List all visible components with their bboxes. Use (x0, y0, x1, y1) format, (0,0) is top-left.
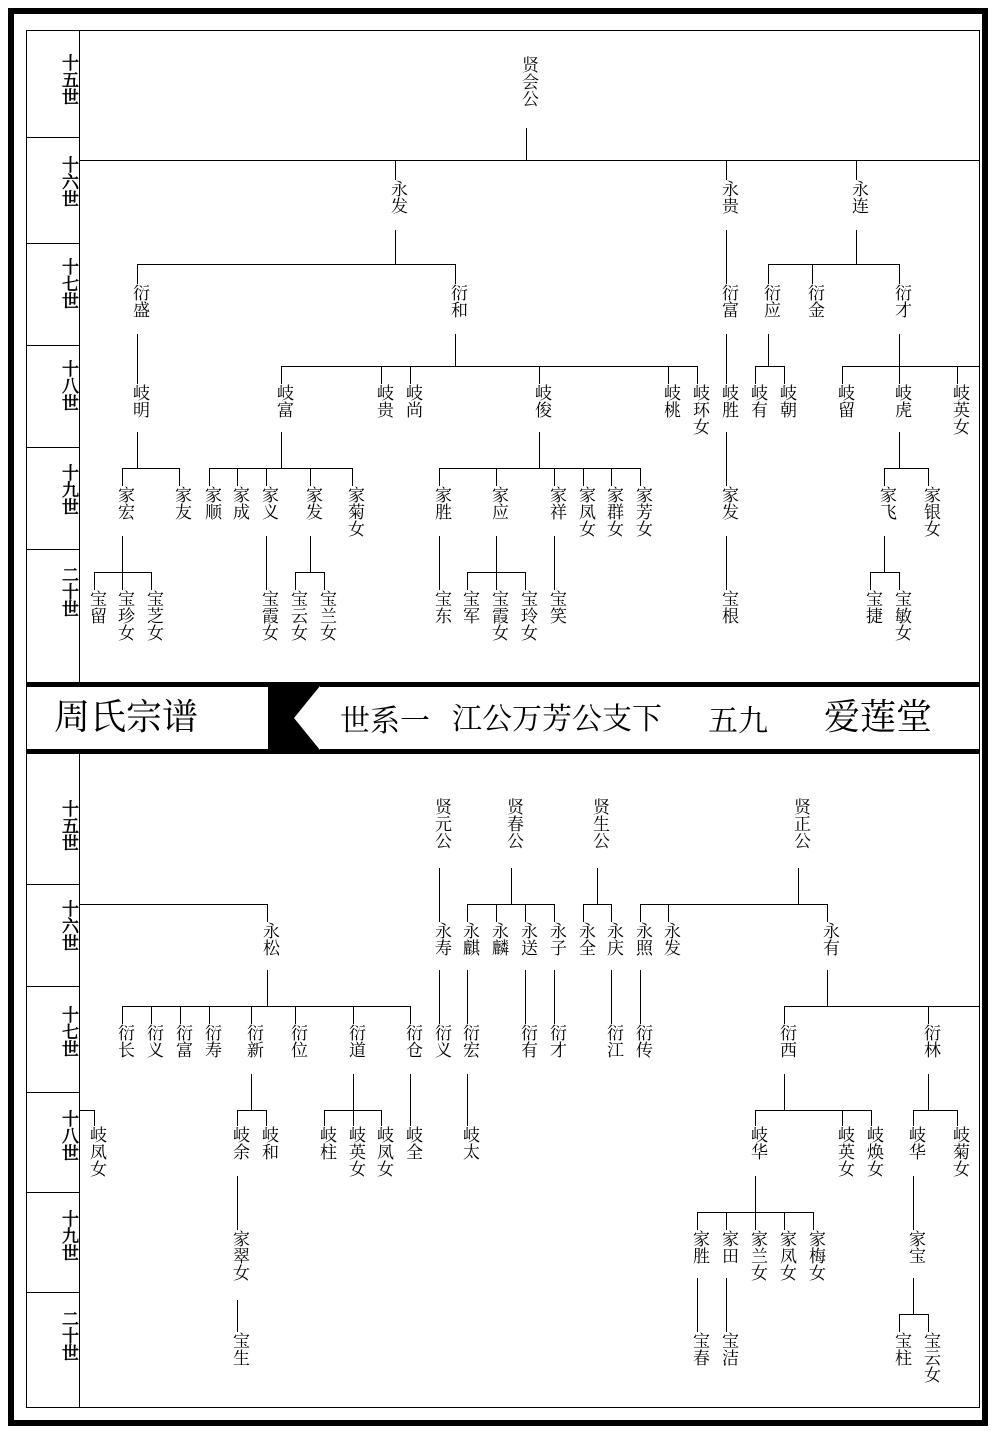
member-node: 衍宏 (459, 1024, 479, 1058)
member-node: 岐焕女 (863, 1126, 883, 1177)
tree-line (813, 1212, 814, 1230)
tree-line (583, 904, 584, 922)
tree-line (410, 1006, 411, 1024)
member-node: 岐尚 (402, 384, 422, 418)
member-node: 家飞 (876, 486, 896, 520)
tree-line (439, 468, 640, 469)
gen-label-17: 十七世 (58, 1006, 78, 1057)
tree-line (884, 468, 885, 486)
member-node: 宝根 (718, 590, 738, 624)
tree-line (554, 468, 555, 486)
member-node: 家友 (171, 486, 191, 520)
member-node: 家发 (718, 486, 738, 520)
member-node: 宝捷 (862, 590, 882, 624)
tree-line (899, 1314, 928, 1315)
member-node: 衍江 (603, 1024, 623, 1058)
member-node: 宝珍女 (114, 590, 134, 641)
tree-line (80, 904, 267, 905)
member-node: 贤元公 (431, 798, 451, 849)
tree-line (496, 904, 497, 922)
member-node: 宝敏女 (891, 590, 911, 641)
member-node: 岐太 (459, 1126, 479, 1160)
member-node: 永松 (259, 922, 279, 956)
member-node: 家义 (258, 486, 278, 520)
tree-line (122, 468, 123, 486)
gen-column-divider-top (79, 30, 80, 682)
tree-line (899, 366, 900, 384)
member-node: 岐菊女 (949, 1126, 969, 1177)
member-node: 岐桃 (660, 384, 680, 418)
tree-line (668, 366, 669, 384)
row-divider (26, 345, 80, 346)
member-node: 衍新 (243, 1024, 263, 1058)
tree-line (640, 904, 641, 922)
member-node: 宝生 (229, 1332, 249, 1366)
tree-line (928, 468, 929, 486)
tree-line (381, 366, 382, 384)
tree-line (697, 366, 698, 384)
tree-line (726, 432, 727, 486)
member-node: 岐凤女 (373, 1126, 393, 1177)
chevron-cut (294, 686, 320, 750)
member-node: 衍义 (431, 1024, 451, 1058)
gen-label-15: 十五世 (58, 800, 78, 851)
tree-line (554, 904, 555, 922)
tree-line (784, 1074, 785, 1110)
volume-label: 世系一 (340, 704, 430, 739)
row-divider (26, 447, 80, 448)
tree-line (697, 1212, 698, 1230)
row-divider (26, 137, 80, 138)
member-node: 永寿 (431, 922, 451, 956)
member-node: 家芳女 (632, 486, 652, 537)
tree-line (842, 1110, 843, 1126)
banner-bottom-rule (26, 749, 980, 754)
tree-line (928, 1314, 929, 1332)
member-node: 衍金 (804, 284, 824, 318)
gen-label-19: 十九世 (58, 1210, 78, 1261)
tree-line (768, 264, 899, 265)
tree-line (467, 572, 468, 590)
gen-label-20: 二十世 (58, 1310, 78, 1361)
tree-line (611, 970, 612, 1024)
tree-line (640, 970, 641, 1024)
member-node: 衍林 (920, 1024, 940, 1058)
tree-line (755, 366, 784, 367)
tree-line (957, 366, 958, 384)
member-node: 衍应 (760, 284, 780, 318)
tree-line (913, 1110, 957, 1111)
member-node: 永麟 (488, 922, 508, 956)
member-node: 贤正公 (790, 798, 810, 849)
gen-label-17: 十七世 (58, 258, 78, 309)
tree-line (884, 536, 885, 572)
gen-column-divider-bottom (79, 754, 80, 1408)
tree-line (539, 432, 540, 468)
tree-line (554, 970, 555, 1024)
member-node: 衍义 (143, 1024, 163, 1058)
tree-line (122, 572, 123, 590)
tree-line (726, 536, 727, 590)
tree-line (899, 264, 900, 284)
tree-line (467, 904, 468, 922)
gen-label-19: 十九世 (58, 464, 78, 515)
tree-line (611, 468, 612, 486)
tree-line (784, 1006, 980, 1007)
tree-line (180, 1006, 181, 1024)
tree-line (237, 1300, 238, 1332)
member-node: 家梅女 (805, 1230, 825, 1281)
member-node: 宝柱 (891, 1332, 911, 1366)
member-node: 岐留 (834, 384, 854, 418)
tree-line (122, 1006, 123, 1024)
member-node: 岐和 (258, 1126, 278, 1160)
tree-line (899, 432, 900, 468)
tree-line (784, 1212, 785, 1230)
tree-line (395, 160, 396, 180)
tree-line (467, 970, 468, 1024)
tree-line (525, 904, 526, 922)
tree-line (842, 366, 979, 367)
member-node: 家兰女 (747, 1230, 767, 1281)
banner-top-rule (26, 682, 980, 687)
tree-line (884, 468, 928, 469)
tree-line (395, 230, 396, 264)
member-node: 岐胜 (718, 384, 738, 418)
tree-line (668, 904, 669, 922)
member-node: 岐虎 (891, 384, 911, 418)
member-node: 家成 (229, 486, 249, 520)
member-node: 衍传 (632, 1024, 652, 1058)
tree-line (899, 334, 900, 366)
hall-name: 爱莲堂 (824, 697, 933, 738)
member-node: 衍盛 (129, 284, 149, 318)
member-node: 衍有 (517, 1024, 537, 1058)
tree-line (209, 1006, 210, 1024)
member-node: 宝霞女 (258, 590, 278, 641)
tree-line (928, 1074, 929, 1110)
member-node: 岐有 (747, 384, 767, 418)
tree-line (237, 1110, 238, 1126)
member-node: 岐华 (905, 1126, 925, 1160)
tree-line (899, 1314, 900, 1332)
member-node: 宝霞女 (488, 590, 508, 641)
tree-line (583, 468, 584, 486)
tree-line (439, 536, 440, 590)
book-title: 周氏宗谱 (54, 697, 199, 738)
member-node: 贤春公 (503, 798, 523, 849)
member-node: 家宝 (905, 1230, 925, 1264)
tree-line (496, 468, 497, 486)
tree-line (496, 536, 497, 572)
gen-label-18: 十八世 (58, 360, 78, 411)
tree-line (899, 572, 900, 590)
row-divider (26, 549, 80, 550)
tree-line (526, 128, 527, 160)
tree-line (798, 868, 799, 904)
tree-line (94, 1110, 95, 1126)
member-node: 家应 (488, 486, 508, 520)
tree-line (871, 1110, 872, 1126)
member-node: 宝笑 (546, 590, 566, 624)
member-node: 永贵 (718, 180, 738, 214)
tree-line (784, 366, 785, 384)
member-node: 衍才 (546, 1024, 566, 1058)
tree-line (266, 1110, 267, 1126)
member-node: 贤会公 (518, 56, 538, 107)
member-node: 家祥 (546, 486, 566, 520)
tree-line (697, 1278, 698, 1332)
member-node: 家凤女 (776, 1230, 796, 1281)
member-node: 家胜 (689, 1230, 709, 1264)
tree-line (137, 432, 138, 468)
generation-rule-line (80, 160, 980, 161)
member-node: 家田 (718, 1230, 738, 1264)
tree-line (439, 868, 440, 922)
member-node: 岐凤女 (86, 1126, 106, 1177)
tree-line (812, 264, 813, 284)
tree-line (957, 1110, 958, 1126)
tree-line (310, 468, 311, 486)
tree-line (237, 468, 238, 486)
tree-line (755, 366, 756, 384)
tree-line (525, 572, 526, 590)
tree-line (768, 334, 769, 366)
tree-line (755, 1176, 756, 1212)
tree-line (467, 1074, 468, 1126)
member-node: 衍长 (114, 1024, 134, 1058)
member-node: 永有 (819, 922, 839, 956)
member-node: 永子 (546, 922, 566, 956)
tree-line (151, 1006, 152, 1024)
tree-line (410, 366, 411, 384)
tree-line (842, 366, 843, 384)
tree-line (352, 468, 353, 486)
member-node: 家银女 (920, 486, 940, 537)
member-node: 宝洁 (718, 1332, 738, 1366)
tree-line (439, 970, 440, 1024)
tree-line (455, 334, 456, 366)
tree-line (755, 1110, 756, 1126)
member-node: 宝云女 (287, 590, 307, 641)
branch-label: 江公万芳公支下 (452, 702, 662, 737)
page-number: 五九 (708, 704, 768, 739)
tree-line (209, 468, 352, 469)
row-divider (26, 243, 80, 244)
tree-line (137, 334, 138, 384)
tree-line (856, 230, 857, 264)
member-node: 家胜 (431, 486, 451, 520)
member-node: 宝玲女 (517, 590, 537, 641)
tree-line (583, 904, 611, 905)
tree-line (928, 1006, 929, 1024)
tree-line (267, 904, 268, 922)
member-node: 岐英女 (834, 1126, 854, 1177)
member-node: 家凤女 (575, 486, 595, 537)
member-node: 衍寿 (201, 1024, 221, 1058)
member-node: 衍道 (345, 1024, 365, 1058)
member-node: 衍仓 (402, 1024, 422, 1058)
tree-line (122, 1006, 410, 1007)
tree-line (726, 1212, 727, 1230)
gen-label-16: 十六世 (58, 156, 78, 207)
tree-line (324, 572, 325, 590)
tree-line (122, 468, 179, 469)
member-node: 衍才 (891, 284, 911, 318)
row-divider (26, 1092, 80, 1093)
tree-line (726, 334, 727, 384)
member-node: 永发 (660, 922, 680, 956)
tree-line (353, 1006, 354, 1024)
member-node: 岐华 (747, 1126, 767, 1160)
tree-line (755, 1212, 756, 1230)
member-node: 岐贵 (373, 384, 393, 418)
tree-line (726, 230, 727, 284)
row-divider (26, 884, 80, 885)
member-node: 永连 (848, 180, 868, 214)
member-node: 永照 (632, 922, 652, 956)
tree-line (410, 1074, 411, 1126)
tree-line (455, 264, 456, 284)
tree-line (266, 536, 267, 590)
member-node: 岐俊 (531, 384, 551, 418)
member-node: 永发 (387, 180, 407, 214)
member-node: 宝东 (431, 590, 451, 624)
gen-label-16: 十六世 (58, 900, 78, 951)
tree-line (611, 904, 612, 922)
member-node: 岐全 (402, 1126, 422, 1160)
tree-line (281, 432, 282, 468)
member-node: 家翠女 (229, 1230, 249, 1281)
member-node: 家顺 (201, 486, 221, 520)
member-node: 宝芝女 (143, 590, 163, 641)
member-node: 衍西 (776, 1024, 796, 1058)
member-node: 岐明 (129, 384, 149, 418)
member-node: 永送 (517, 922, 537, 956)
tree-line (554, 536, 555, 590)
member-node: 家菊女 (344, 486, 364, 537)
member-node: 永全 (575, 922, 595, 956)
tree-line (237, 1176, 238, 1230)
tree-line (310, 536, 311, 572)
member-node: 宝兰女 (316, 590, 336, 641)
tree-line (827, 904, 828, 922)
member-node: 家宏 (114, 486, 134, 520)
member-node: 宝春 (689, 1332, 709, 1366)
tree-line (856, 160, 857, 180)
member-node: 宝留 (86, 590, 106, 624)
tree-line (251, 1006, 252, 1024)
member-node: 贤生公 (589, 798, 609, 849)
tree-line (80, 1110, 94, 1111)
tree-line (640, 468, 641, 486)
member-node: 永麒 (459, 922, 479, 956)
tree-line (525, 970, 526, 1024)
tree-line (324, 1110, 325, 1126)
tree-line (137, 264, 138, 284)
tree-line (295, 1006, 296, 1024)
tree-line (251, 1074, 252, 1110)
tree-line (179, 468, 180, 486)
tree-line (137, 264, 455, 265)
tree-line (267, 970, 268, 1006)
tree-line (281, 366, 697, 367)
tree-line (726, 1278, 727, 1332)
member-node: 岐环女 (689, 384, 709, 435)
tree-line (353, 1074, 354, 1110)
tree-line (353, 1110, 354, 1126)
member-node: 宝军 (459, 590, 479, 624)
gen-label-18: 十八世 (58, 1110, 78, 1161)
tree-line (281, 366, 282, 384)
row-divider (26, 1192, 80, 1193)
member-node: 永庆 (603, 922, 623, 956)
member-node: 衍富 (172, 1024, 192, 1058)
member-node: 家发 (302, 486, 322, 520)
member-node: 岐富 (273, 384, 293, 418)
tree-line (597, 868, 598, 904)
tree-line (295, 572, 296, 590)
tree-line (726, 160, 727, 180)
member-node: 衍富 (718, 284, 738, 318)
tree-line (496, 572, 497, 590)
member-node: 岐英女 (949, 384, 969, 435)
member-node: 家群女 (603, 486, 623, 537)
gen-label-15: 十五世 (58, 54, 78, 105)
member-node: 宝云女 (920, 1332, 940, 1383)
tree-line (237, 1110, 266, 1111)
tree-line (295, 572, 324, 573)
tree-line (755, 1110, 871, 1111)
tree-line (827, 970, 828, 1006)
tree-line (266, 468, 267, 486)
gen-label-20: 二十世 (58, 566, 78, 617)
member-node: 衍和 (447, 284, 467, 318)
tree-line (784, 1006, 785, 1024)
row-divider (26, 986, 80, 987)
tree-line (913, 1110, 914, 1126)
tree-line (209, 468, 210, 486)
tree-line (913, 1176, 914, 1230)
member-node: 岐柱 (316, 1126, 336, 1160)
row-divider (26, 1292, 80, 1293)
tree-line (381, 1110, 382, 1126)
tree-line (467, 904, 554, 905)
member-node: 岐英女 (345, 1126, 365, 1177)
tree-line (913, 1278, 914, 1314)
tree-line (122, 536, 123, 572)
tree-line (151, 572, 152, 590)
tree-line (539, 366, 540, 384)
tree-line (768, 264, 769, 284)
tree-line (94, 572, 95, 590)
member-node: 岐余 (229, 1126, 249, 1160)
tree-line (511, 868, 512, 904)
tree-line (870, 572, 871, 590)
tree-line (870, 572, 899, 573)
member-node: 岐朝 (776, 384, 796, 418)
tree-line (439, 468, 440, 486)
member-node: 衍位 (287, 1024, 307, 1058)
